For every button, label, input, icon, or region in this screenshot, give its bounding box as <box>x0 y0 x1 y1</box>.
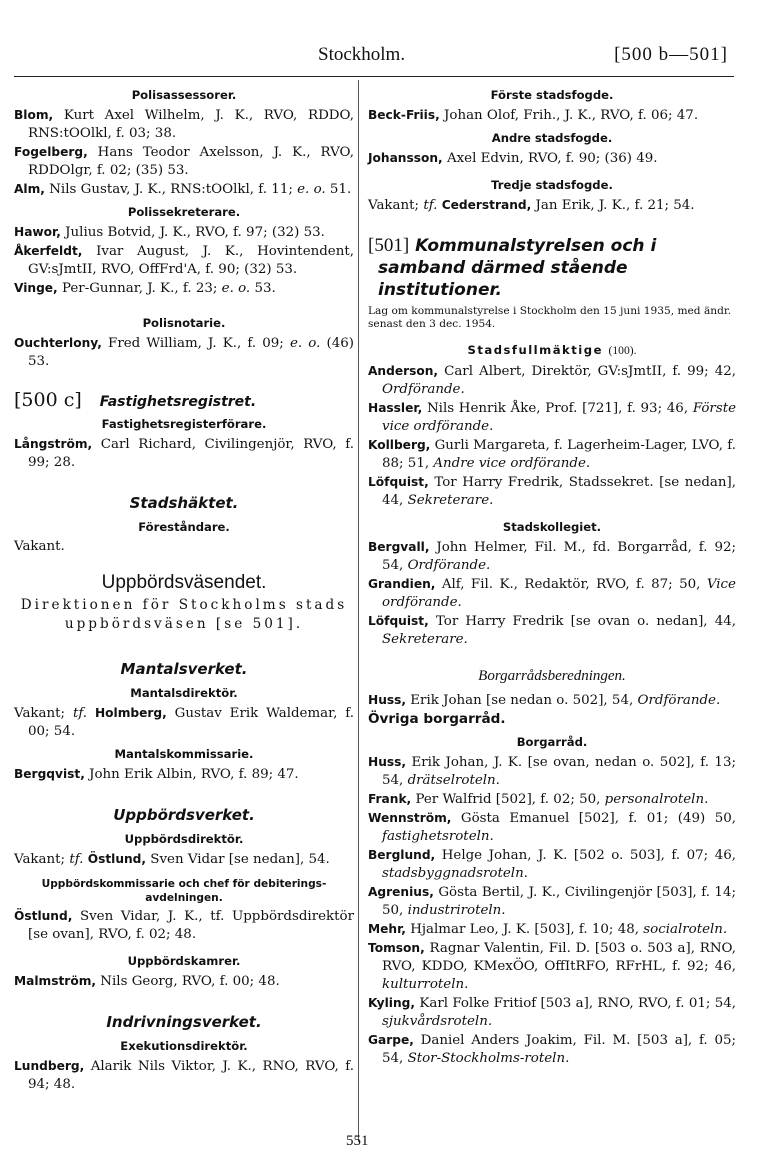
uppbordsdirektor-heading: Uppbördsdirektör. <box>124 832 244 846</box>
polisassessorer-heading: Polisassessorer. <box>131 88 237 102</box>
entry-role: Vice ordförande. <box>382 577 736 610</box>
entry-name: Anderson, <box>368 364 439 378</box>
entry-name: Tomson, <box>368 941 425 955</box>
list-item <box>368 575 736 612</box>
ovriga-borgarrad <box>368 710 736 729</box>
list-item <box>368 399 736 436</box>
tf-label: tf. <box>72 706 88 721</box>
entry-text: Hjalmar Leo, J. K. [503], f. 10; 48, <box>410 922 639 937</box>
list-item <box>14 334 354 371</box>
ovriga-label: Övriga borgarråd. <box>368 711 506 727</box>
section-501-title <box>368 235 736 301</box>
entry-text: Julius Botvid, J. K., RVO, f. 97; (32) 53. <box>65 225 325 240</box>
list-item <box>368 538 736 575</box>
list-item <box>14 435 354 472</box>
list-item <box>368 994 736 1031</box>
entry-name: Mehr, <box>368 922 406 936</box>
list-item <box>368 612 736 649</box>
entry-name: Lundberg, <box>14 1059 85 1073</box>
entry-name: Johansson, <box>368 151 443 165</box>
vakant-text: Vakant. <box>14 539 65 554</box>
entry-role: Ordförande. <box>637 693 721 708</box>
entry-role: drätselroteln. <box>407 773 500 788</box>
entry-name: Blom, <box>14 108 54 122</box>
list-item <box>368 473 736 510</box>
entry-role: e. o. <box>297 182 326 197</box>
entry-text: Fred William, J. K., f. 09; <box>108 336 284 351</box>
list-item <box>14 907 354 944</box>
list-item <box>14 850 354 869</box>
entry-name: Fogelberg, <box>14 145 88 159</box>
vakant-label: Vakant; <box>14 852 66 867</box>
entry-text: Gösta Emanuel [502], f. 01; (49) 50, <box>460 811 736 826</box>
entry-role: kulturroteln. <box>382 977 469 992</box>
list-item <box>14 704 354 741</box>
list-item <box>368 149 736 168</box>
list-item <box>14 279 354 298</box>
vakant-label: Vakant; <box>368 198 420 213</box>
list-item <box>368 883 736 920</box>
heading-text: Stadsfullmäktige <box>467 343 603 357</box>
entry-name: Wennström, <box>368 811 452 825</box>
entry-text: Nils Henrik Åke, Prof. [721], f. 93; 46, <box>426 401 689 416</box>
entry-text: Gurli Margareta, f. Lagerheim-Lager, LVO, f. 88; 51, <box>382 438 736 471</box>
entry-name: Cederstrand, <box>441 198 532 212</box>
entry-name: Bergqvist, <box>14 767 85 781</box>
entry-text: Daniel Anders Joakim, Fil. M. [503 a], f. 05; 54, <box>382 1033 736 1066</box>
entry-role: Sekreterare. <box>382 632 468 647</box>
entry-text: Ragnar Valentin, Fil. D. [503 o. 503 a], RNO, RVO, KDDO, KMexÖO, OffItRFO, RFrHL, f. 92; 46, <box>382 941 736 974</box>
list-item <box>368 753 736 790</box>
uppbordsvasendet-text: Direktionen för Stockholms stads uppbördsväsen [se 501]. <box>20 597 348 632</box>
entry-name: Huss, <box>368 755 407 769</box>
vakant-label: Vakant; <box>14 706 66 721</box>
entry-name: Berglund, <box>368 848 436 862</box>
section-title: Kommunalstyrelsen och i samband därmed stående institutioner. <box>378 236 657 300</box>
entry-text: Carl Albert, Direktör, GV:sJmtII, f. 99; 42, <box>444 364 736 379</box>
entry-name: Åkerfeldt, <box>14 244 83 258</box>
entry-name: Kollberg, <box>368 438 431 452</box>
entry-name: Agrenius, <box>368 885 434 899</box>
uppbordskamrer-heading: Uppbördskamrer. <box>127 954 241 968</box>
list-item <box>368 790 736 809</box>
entry-name: Långström, <box>14 437 93 451</box>
entry-role: industriroteln. <box>407 903 506 918</box>
entry-text: Alarik Nils Viktor, J. K., RNO, RVO, f. 94; 48. <box>28 1059 354 1092</box>
entry-text: Nils Gustav, J. K., RNS:tOOlkl, f. 11; <box>49 182 293 197</box>
entry-name: Huss, <box>368 693 407 707</box>
entry-text: Tor Harry Fredrik, Stadssekret. [se nedan], 44, <box>382 475 736 508</box>
tredje-stadsfogde-heading: Tredje stadsfogde. <box>491 178 613 192</box>
uppbordskommissarie-heading: Uppbördskommissarie och chef för debiterings-avdelningen. <box>41 878 327 904</box>
list-item <box>368 809 736 846</box>
entry-text: Ivar August, J. K., Hovintendent, GV:sJmtII, RVO, OffFrd'A, f. 90; (32) 53. <box>28 244 354 277</box>
entry-name: Bergvall, <box>368 540 430 554</box>
uppbordsvasendet-title: Uppbördsväsendet. <box>101 572 267 593</box>
entry-text: Johan Olof, Frih., J. K., RVO, f. 06; 47. <box>444 108 699 123</box>
entry-text: John Helmer, Fil. M., fd. Borgarråd, f. 92; 54, <box>382 540 737 573</box>
entry-role: Sekreterare. <box>407 493 494 508</box>
list-item <box>368 436 736 473</box>
entry-text: Sven Vidar, J. K., tf. Uppbördsdirektör [se ovan], RVO, f. 02; 48. <box>28 909 354 942</box>
heading-count: (100). <box>608 344 637 357</box>
entry-text: Sven Vidar [se nedan], 54. <box>150 852 330 867</box>
entry-text: Hans Teodor Axelsson, J. K., RVO, RDDOlgr, f. 02; (35) 53. <box>28 145 354 178</box>
entry-name: Alm, <box>14 182 45 196</box>
list-item <box>14 765 354 784</box>
entry-name: Garpe, <box>368 1033 414 1047</box>
page-header-title: Stockholm. <box>318 44 406 65</box>
list-item <box>368 920 736 939</box>
entry-name: Löfquist, <box>368 475 429 489</box>
entry-tail: 53. <box>254 281 276 296</box>
list-item <box>14 1057 354 1094</box>
stadshaktet-title: Stadshäktet. <box>129 494 239 512</box>
list-item <box>14 972 354 991</box>
entry-role: Stor-Stockholms-roteln. <box>407 1051 570 1066</box>
entry-name: Grandien, <box>368 577 436 591</box>
stadskollegiet-heading: Stadskollegiet. <box>502 520 602 534</box>
section-number: [500 c] <box>14 389 82 411</box>
entry-name: Beck-Friis, <box>368 108 440 122</box>
entry-role: Andre vice ordförande. <box>433 456 591 471</box>
entry-text: Per Walfrid [502], f. 02; 50, <box>415 792 601 807</box>
entry-name: Malmström, <box>14 974 97 988</box>
list-item <box>368 939 736 994</box>
list-item <box>368 106 736 125</box>
fastighetsregisterforare-heading: Fastighetsregisterförare. <box>101 417 267 431</box>
entry-name: Hassler, <box>368 401 423 415</box>
entry-text: Alf, Fil. K., Redaktör, RVO, f. 87; 50, <box>441 577 701 592</box>
section-title: Fastighetsregistret. <box>99 394 257 410</box>
entry-name: Holmberg, <box>94 706 167 720</box>
entry-role: socialroteln. <box>643 922 728 937</box>
entry-name: Kyling, <box>368 996 415 1010</box>
tf-label: tf. <box>423 198 438 213</box>
page-header-range: [500 b—501] <box>614 44 728 65</box>
entry-text: John Erik Albin, RVO, f. 89; 47. <box>89 767 299 782</box>
tf-label: tf. <box>69 852 84 867</box>
right-column <box>368 82 736 1068</box>
forestandare-heading: Föreståndare. <box>138 520 230 534</box>
entry-text: Gustav Erik Waldemar, f. 00; 54. <box>28 706 354 739</box>
mantalsdirektor-heading: Mantalsdirektör. <box>130 686 238 700</box>
entry-role: e. o. <box>289 336 321 351</box>
entry-text: Per-Gunnar, J. K., f. 23; <box>61 281 218 296</box>
list-item <box>14 106 354 143</box>
entry-name: Vinge, <box>14 281 58 295</box>
fastighetsregistret-title-row <box>14 391 354 411</box>
list-item <box>14 180 354 199</box>
entry-role: Ordförande. <box>382 382 465 397</box>
entry-role: e. o. <box>221 281 251 296</box>
list-item <box>368 846 736 883</box>
entry-text: Axel Edvin, RVO, f. 90; (36) 49. <box>446 151 658 166</box>
mantalsverket-title: Mantalsverket. <box>120 660 248 678</box>
entry-name: Östlund, <box>87 852 147 866</box>
entry-tail: (46) 53. <box>28 336 354 369</box>
borgarrad-heading: Borgarråd. <box>516 735 588 749</box>
mantalskommissarie-heading: Mantalskommissarie. <box>114 747 254 761</box>
entry-role: sjukvårdsroteln. <box>382 1014 493 1029</box>
list-item <box>14 223 354 242</box>
forste-stadsfogde-heading: Förste stadsfogde. <box>490 88 614 102</box>
entry-text: Carl Richard, Civilingenjör, RVO, f. 99; 28. <box>28 437 354 470</box>
polissekreterare-heading: Polissekreterare. <box>127 205 241 219</box>
section-number: [501] <box>368 235 410 256</box>
entry-text: Gösta Bertil, J. K., Civilingenjör [503], f. 14; 50, <box>382 885 736 918</box>
entry-text: Helge Johan, J. K. [502 o. 503], f. 07; 46, <box>441 848 736 863</box>
header-rule <box>14 76 734 77</box>
entry-role: Ordförande. <box>407 558 491 573</box>
entry-role: personalroteln. <box>604 792 709 807</box>
borgarradsberedningen-title: Borgarrådsberedningen. <box>478 668 626 684</box>
entry-text: Karl Folke Fritiof [503 a], RNO, RVO, f. 01; 54, <box>419 996 736 1011</box>
uppbordsverket-title: Uppbördsverket. <box>113 806 255 824</box>
entry-name: Östlund, <box>14 909 73 923</box>
left-column <box>14 82 354 1094</box>
entry-text: Erik Johan [se nedan o. 502], 54, <box>410 693 634 708</box>
entry-tail: 51. <box>329 182 352 197</box>
entry-role: stadsbyggnadsroteln. <box>382 866 528 881</box>
entry-role: fastighetsroteln. <box>382 829 494 844</box>
indrivningsverket-title: Indrivningsverket. <box>106 1013 262 1031</box>
stadsfullmaktige-heading <box>368 341 736 360</box>
law-note: Lag om kommunalstyrelse i Stockholm den 15 juni 1935, med ändr. senast den 3 dec. 1954. <box>368 305 732 330</box>
entry-text: Nils Georg, RVO, f. 00; 48. <box>100 974 280 989</box>
column-divider <box>358 80 359 1142</box>
entry-name: Löfquist, <box>368 614 429 628</box>
entry-text: Erik Johan, J. K. [se ovan, nedan o. 502], f. 13; 54, <box>382 755 736 788</box>
entry-role: Förste vice ordförande. <box>382 401 737 434</box>
list-item <box>368 362 736 399</box>
list-item <box>368 691 736 710</box>
list-item <box>368 196 736 215</box>
andre-stadsfogde-heading: Andre stadsfogde. <box>491 131 613 145</box>
entry-name: Ouchterlony, <box>14 336 102 350</box>
entry-name: Frank, <box>368 792 412 806</box>
entry-text: Jan Erik, J. K., f. 21; 54. <box>535 198 695 213</box>
polisnotarie-heading: Polisnotarie. <box>142 316 226 330</box>
list-item <box>14 143 354 180</box>
list-item <box>14 242 354 279</box>
entry-text: Tor Harry Fredrik [se ovan o. nedan], 44, <box>435 614 736 629</box>
list-item <box>368 1031 736 1068</box>
page-number: 551 <box>346 1133 369 1149</box>
exekutionsdirektor-heading: Exekutionsdirektör. <box>120 1039 248 1053</box>
entry-name: Hawor, <box>14 225 61 239</box>
entry-text: Kurt Axel Wilhelm, J. K., RVO, RDDO, RNS:tOOlkl, f. 03; 38. <box>28 108 354 141</box>
